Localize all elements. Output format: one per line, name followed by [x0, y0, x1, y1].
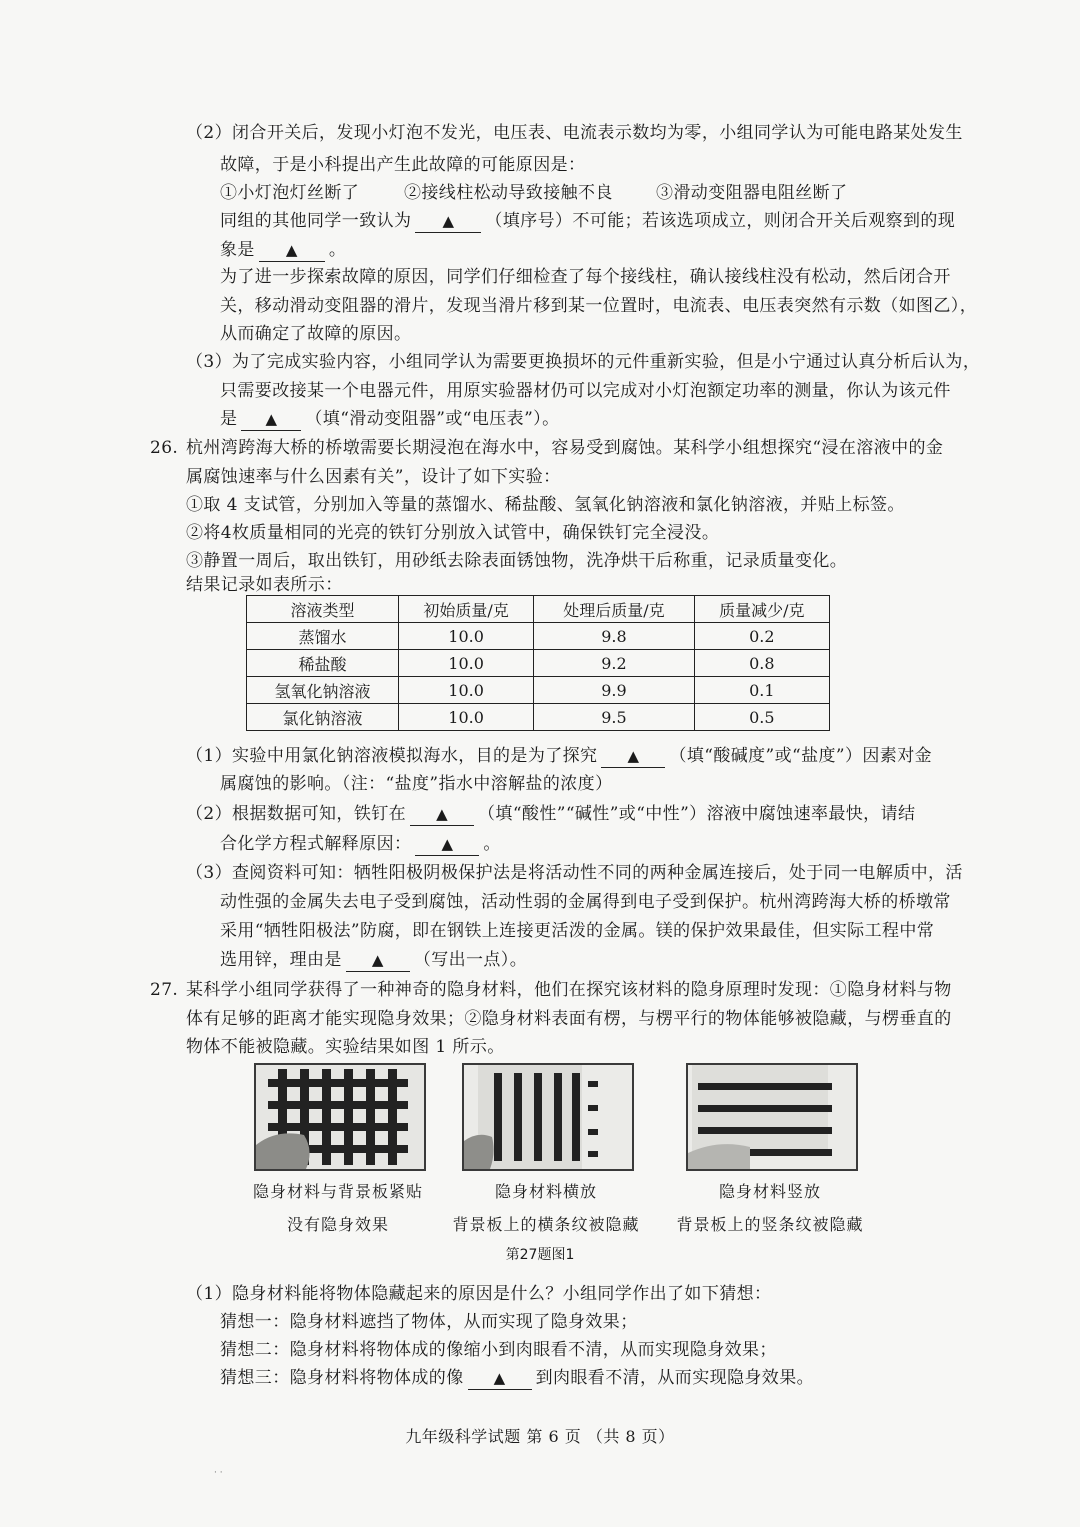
figure-title: 第27题图1	[505, 1247, 575, 1263]
answer-blank: ▲	[468, 1367, 532, 1390]
q26-line1: 26. 杭州湾跨海大桥的桥墩需要长期浸泡在海水中，容易受到腐蚀。某科学小组想探究“浸在溶液中的金	[150, 438, 944, 458]
table-header-cell: 溶液类型	[247, 596, 399, 623]
q27-p1-line1: （1）隐身材料能将物体隐藏起来的原因是什么？小组同学作出了如下猜想：	[186, 1284, 772, 1304]
q27-line2: 体有足够的距离才能实现隐身效果；②隐身材料表面有楞，与楞平行的物体能够被隐藏，与楞垂直的	[186, 1009, 952, 1029]
table-row	[247, 677, 830, 704]
figure-photo-horizontal	[462, 1063, 634, 1171]
q26-p2-line1: （2）根据数据可知，铁钉在 ▲ （填“酸性”“碱性”或“中性”）溶液中腐蚀速率最快，请结	[186, 804, 916, 824]
table-cell: 10.0	[398, 677, 533, 704]
table-row	[247, 623, 830, 650]
table-cell: 稀盐酸	[247, 650, 399, 677]
q25-p2-line1: （2）闭合开关后，发现小灯泡不发光，电压表、电流表示数均为零，小组同学认为可能电路某处发生	[186, 123, 963, 143]
answer-blank: ▲	[259, 239, 325, 262]
table-cell: 0.2	[694, 623, 829, 650]
answer-blank: ▲	[346, 949, 410, 972]
q27-line1: 27. 某科学小组同学获得了一种神奇的隐身材料，他们在探究该材料的隐身原理时发现：①隐身材料与物	[150, 980, 952, 1000]
q25-option-1: ①小灯泡灯丝断了	[220, 183, 360, 203]
table-cell: 蒸馏水	[247, 623, 399, 650]
answer-blank: ▲	[410, 803, 474, 826]
answer-blank: ▲	[241, 408, 301, 431]
table-cell: 氢氧化钠溶液	[247, 677, 399, 704]
q26-p1-line2: 属腐蚀的影响。（注：“盐度”指水中溶解盐的浓度）	[220, 774, 613, 794]
q25-p3-line2: 只需要改接某一个电器元件，用原实验器材仍可以完成对小灯泡额定功率的测量，你认为该元件	[220, 381, 951, 401]
q25-p2-line7: 关，移动滑动变阻器的滑片，发现当滑片移到某一位置时，电流表、电压表突然有示数（如图乙），	[220, 296, 978, 316]
answer-blank: ▲	[601, 745, 665, 768]
table-header-row	[247, 596, 830, 623]
table-row	[247, 704, 830, 731]
q26-step1: ①取 4 支试管，分别加入等量的蒸馏水、稀盐酸、氢氧化钠溶液和氯化钠溶液，并贴上标签。	[186, 495, 905, 515]
q25-p2-line5: 象是 ▲ 。	[220, 240, 347, 260]
page-footer: 九年级科学试题 第 6 页 （共 8 页）	[405, 1427, 675, 1446]
q26-p3-line1: （3）查阅资料可知：牺牲阳极阴极保护法是将活动性不同的两种金属连接后，处于同一电解质中，活	[186, 863, 963, 883]
figure3-caption-line2: 背景板上的竖条纹被隐藏	[676, 1215, 864, 1234]
q27-guess3: 猜想三：隐身材料将物体成的像 ▲ 到肉眼看不清，从而实现隐身效果。	[220, 1368, 815, 1388]
q26-step2: ②将4枚质量相同的光亮的铁钉分别放入试管中，确保铁钉完全浸没。	[186, 523, 720, 543]
q25-option-3: ③滑动变阻器电阻丝断了	[656, 183, 848, 203]
q25-p2-line4: 同组的其他同学一致认为 ▲ （填序号）不可能；若该选项成立，则闭合开关后观察到的现	[220, 211, 956, 231]
q27-guess1: 猜想一：隐身材料遮挡了物体，从而实现了隐身效果；	[220, 1312, 638, 1332]
q26-p3-line3: 采用“牺牲阳极法”防腐，即在钢铁上连接更活泼的金属。镁的保护效果最佳，但实际工程中常	[220, 921, 935, 941]
q26-p1-line1: （1）实验中用氯化钠溶液模拟海水，目的是为了探究 ▲ （填“酸碱度”或“盐度”）因素对金	[186, 746, 933, 766]
q25-p3-line3: 是 ▲ （填“滑动变阻器”或“电压表”）。	[220, 409, 560, 429]
table-cell: 9.8	[534, 623, 694, 650]
table-cell: 0.8	[694, 650, 829, 677]
figure2-caption-line2: 背景板上的横条纹被隐藏	[452, 1215, 640, 1234]
q25-p2-line8: 从而确定了故障的原因。	[220, 324, 412, 344]
table-header-cell: 质量减少/克	[694, 596, 829, 623]
table-cell: 氯化钠溶液	[247, 704, 399, 731]
q26-p2-line2: 合化学方程式解释原因： ▲ 。	[220, 834, 501, 854]
table-cell: 10.0	[398, 704, 533, 731]
q26-table-intro: 结果记录如表所示：	[186, 575, 343, 595]
q25-option-2: ②接线柱松动导致接触不良	[404, 183, 613, 203]
q25-p2-line2: 故障，于是小科提出产生此故障的可能原因是：	[220, 155, 586, 175]
table-cell: 9.5	[534, 704, 694, 731]
results-table	[246, 595, 830, 731]
table-cell: 10.0	[398, 623, 533, 650]
scan-speck: · ·	[214, 1468, 223, 1478]
figure1-caption-line2: 没有隐身效果	[286, 1215, 389, 1234]
table-cell: 9.9	[534, 677, 694, 704]
table-row	[247, 650, 830, 677]
table-cell: 0.1	[694, 677, 829, 704]
figure2-caption-line1: 隐身材料横放	[494, 1182, 597, 1201]
q25-p3-line1: （3）为了完成实验内容，小组同学认为需要更换损坏的元件重新实验，但是小宁通过认真分析后认为，	[186, 352, 981, 372]
figure3-caption-line1: 隐身材料竖放	[718, 1182, 821, 1201]
q27-line3: 物体不能被隐藏。实验结果如图 1 所示。	[186, 1037, 505, 1057]
q26-p3-line4: 选用锌，理由是 ▲ （写出一点）。	[220, 950, 528, 970]
table-cell: 0.5	[694, 704, 829, 731]
figure1-caption-line1: 隐身材料与背景板紧贴	[252, 1182, 423, 1201]
table-header-cell: 初始质量/克	[398, 596, 533, 623]
table-cell: 9.2	[534, 650, 694, 677]
figure-photo-vertical	[686, 1063, 858, 1171]
q26-line2: 属腐蚀速率与什么因素有关”，设计了如下实验：	[186, 467, 561, 487]
figure-photo-grid	[254, 1063, 426, 1171]
table-header-cell: 处理后质量/克	[534, 596, 694, 623]
q26-p3-line2: 动性强的金属失去电子受到腐蚀，活动性弱的金属得到电子受到保护。杭州湾跨海大桥的桥墩常	[220, 892, 951, 912]
table-cell: 10.0	[398, 650, 533, 677]
q25-p2-line6: 为了进一步探索故障的原因，同学们仔细检查了每个接线柱，确认接线柱没有松动，然后闭合开	[220, 267, 951, 287]
q26-step3: ③静置一周后，取出铁钉，用砂纸去除表面锈蚀物，洗净烘干后称重，记录质量变化。	[186, 551, 848, 571]
answer-blank: ▲	[415, 210, 481, 233]
q27-guess2: 猜想二：隐身材料将物体成的像缩小到肉眼看不清，从而实现隐身效果；	[220, 1340, 777, 1360]
answer-blank: ▲	[415, 833, 479, 856]
